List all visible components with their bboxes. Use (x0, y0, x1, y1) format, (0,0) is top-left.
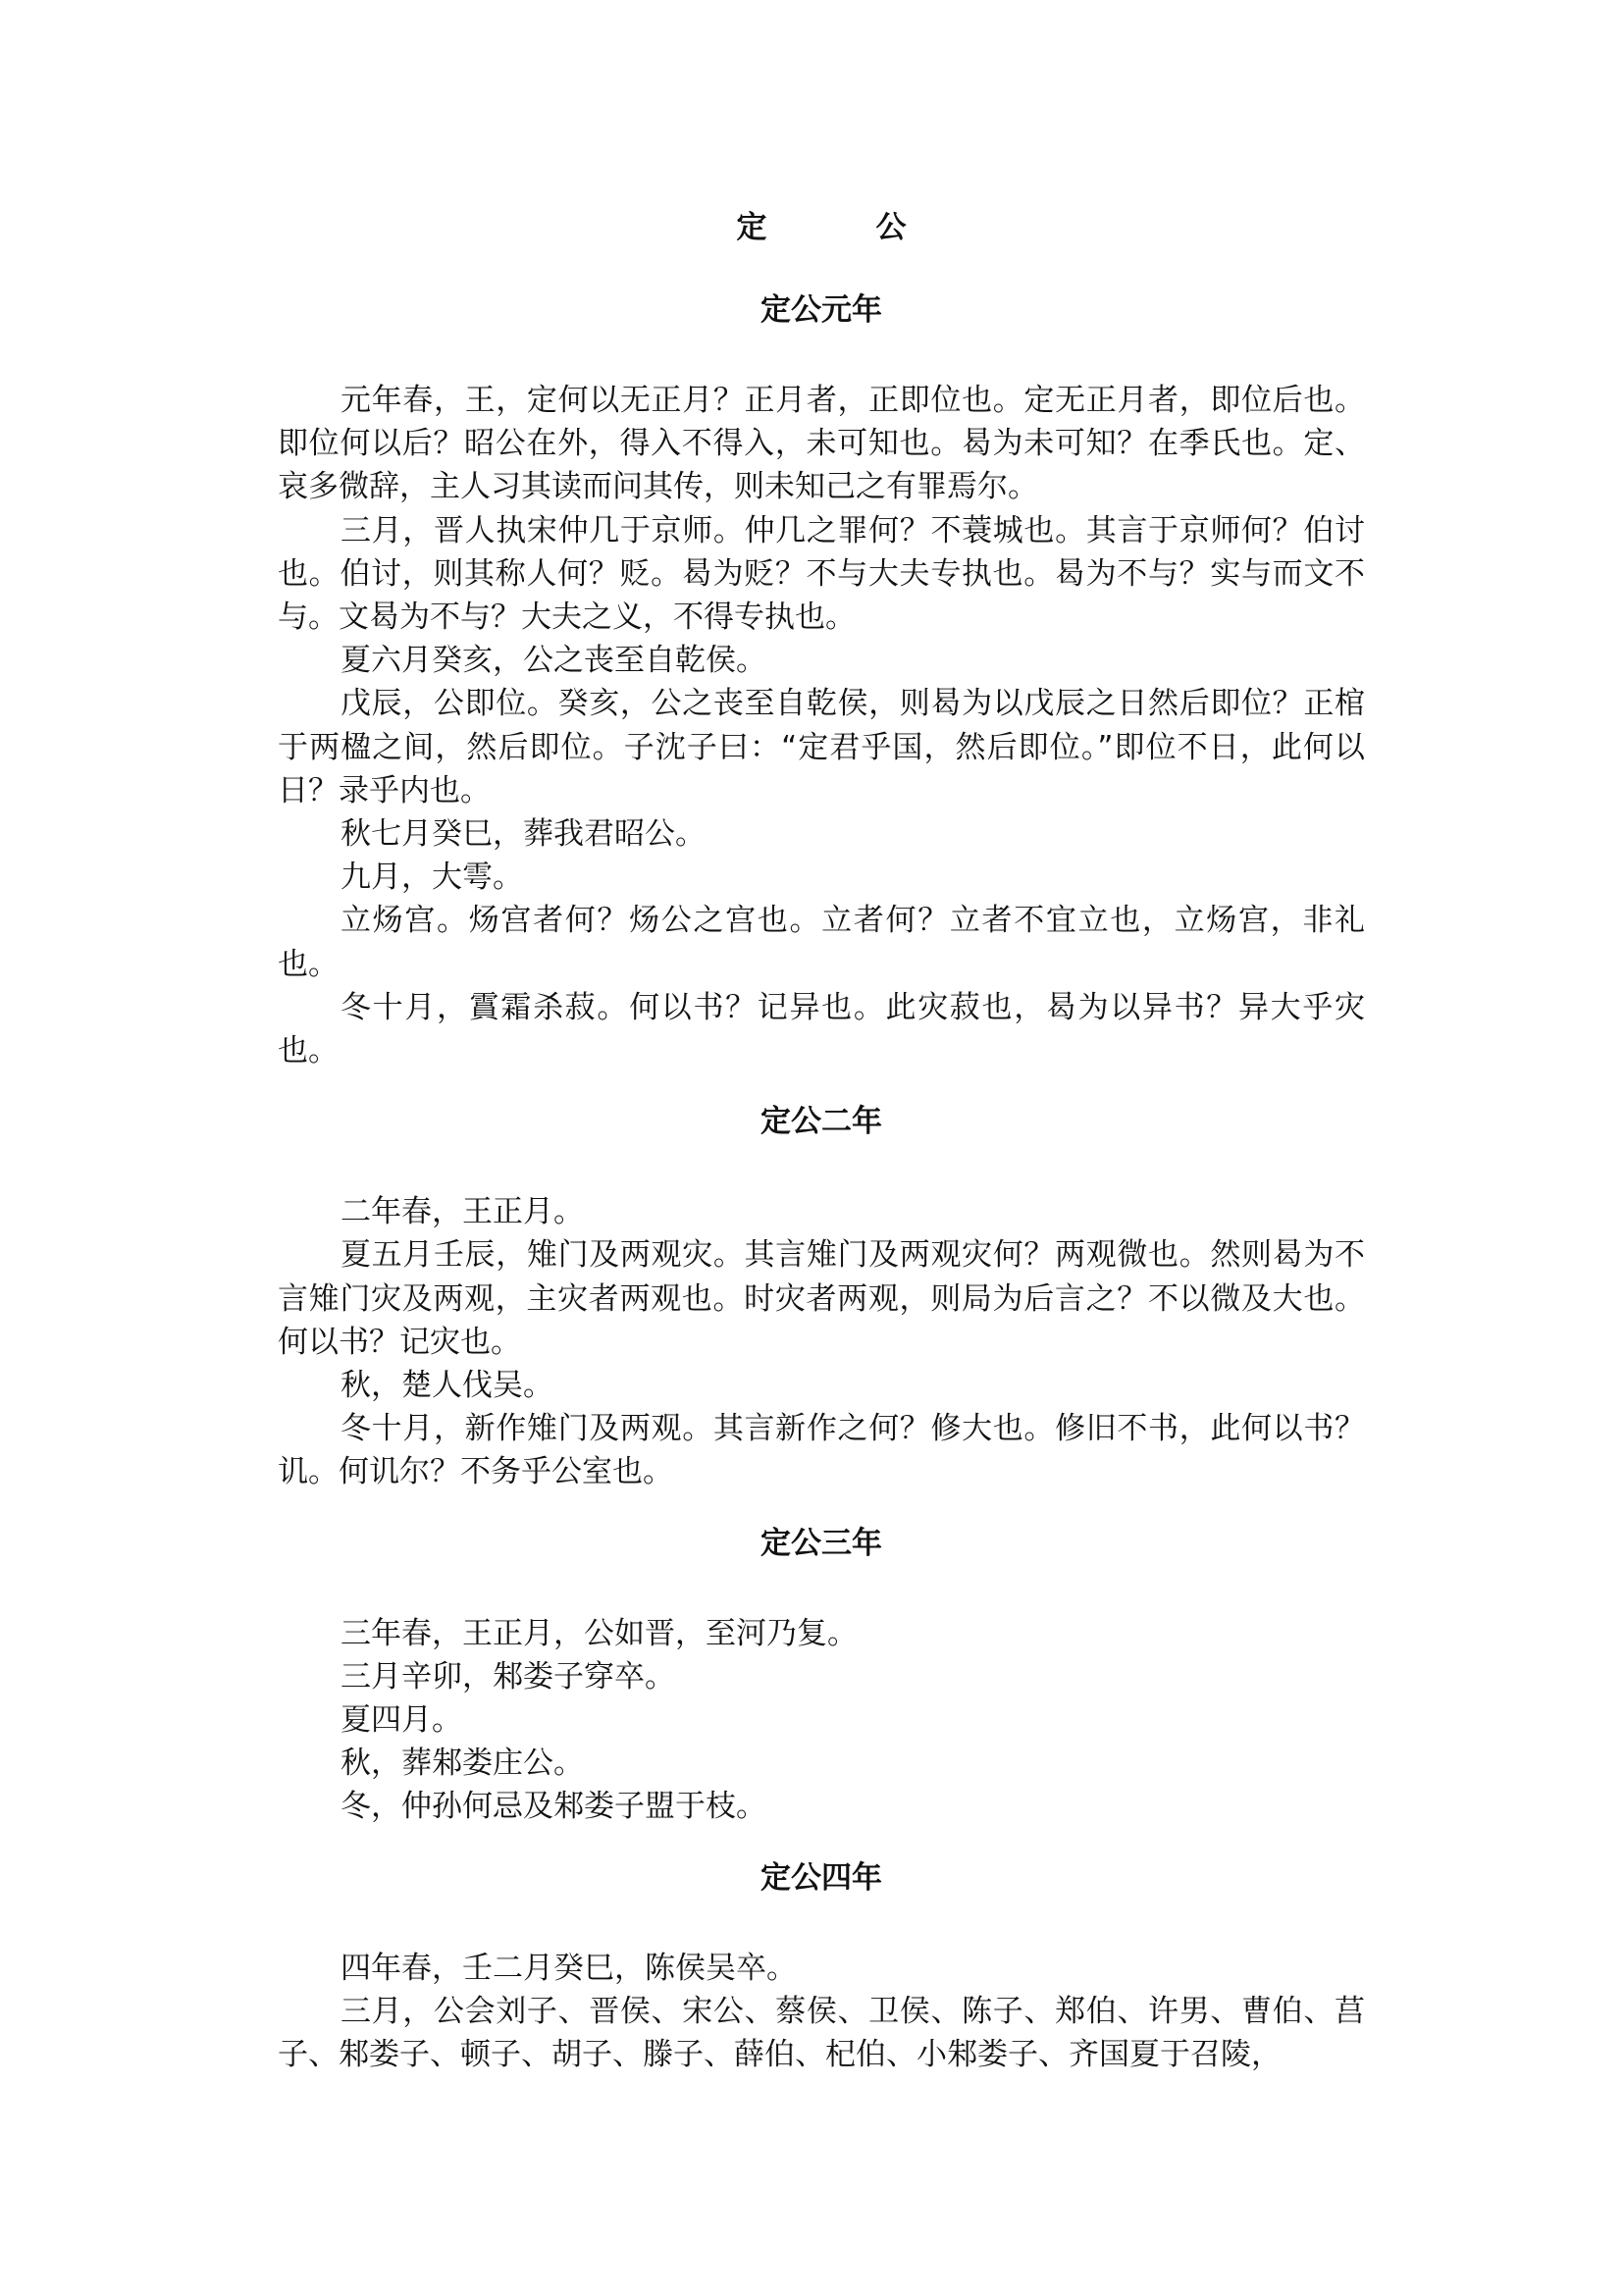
paragraph: 二年春，王正月。 (341, 1194, 584, 1230)
document-page (278, 186, 1365, 2076)
document-title: 定 公 (736, 210, 946, 245)
section-heading: 定公元年 (760, 292, 882, 328)
paragraph: 秋七月癸巳，葬我君昭公。 (341, 816, 706, 853)
paragraph: 三月辛卯，邾娄子穿卒。 (341, 1658, 675, 1694)
paragraph: 秋，楚人伐吴。 (341, 1368, 553, 1404)
paragraph: 冬十月，新作雉门及两观。其言新作之何？修大也。修旧不书，此何以书？讥。何讥尔？不务乎公室也。 (278, 1411, 1365, 1490)
section-heading: 定公三年 (760, 1525, 882, 1561)
section-year-3 (278, 1522, 1365, 1829)
paragraph: 戊辰，公即位。癸亥，公之丧至自乾侯，则曷为以戊辰之日然后即位？正棺于两楹之间，然后即位。子沈子曰：“定君乎国，然后即位。”即位不日，此何以日？录乎内也。 (278, 686, 1365, 808)
paragraph: 元年春，王，定何以无正月？正月者，正即位也。定无正月者，即位后也。即位何以后？昭公在外，得入不得入，未可知也。曷为未可知？在季氏也。定、哀多微辞，主人习其读而问其传，则未知己之有罪焉尔。 (278, 383, 1365, 505)
section-year-1 (278, 288, 1365, 1072)
paragraph: 夏六月癸亥，公之丧至自乾侯。 (341, 643, 766, 679)
paragraph: 九月，大雩。 (341, 860, 523, 896)
paragraph: 夏四月。 (341, 1702, 462, 1739)
paragraph: 秋，葬邾娄庄公。 (341, 1746, 584, 1782)
paragraph: 三月，晋人执宋仲几于京师。仲几之罪何？不蓑城也。其言于京师何？伯讨也。伯讨，则其称人何？贬。曷为贬？不与大夫专执也。曷为不与？实与而文不与。文曷为不与？大夫之义，不得专执也。 (278, 512, 1365, 636)
paragraph: 冬十月，霣霜杀菽。何以书？记异也。此灾菽也，曷为以异书？异大乎灾也。 (278, 989, 1365, 1069)
section-heading: 定公四年 (760, 1859, 882, 1896)
paragraph: 四年春，壬二月癸巳，陈侯吴卒。 (341, 1950, 797, 1986)
paragraph: 三年春，王正月，公如晋，至河乃复。 (341, 1615, 858, 1651)
paragraph: 冬，仲孙何忌及邾娄子盟于枝。 (341, 1789, 766, 1825)
section-year-4 (278, 1856, 1365, 2077)
paragraph: 夏五月壬辰，雉门及两观灾。其言雉门及两观灾何？两观微也。然则曷为不言雉门灾及两观，主灾者两观也。时灾者两观，则局为后言之？不以微及大也。何以书？记灾也。 (278, 1237, 1365, 1360)
section-year-2 (278, 1100, 1365, 1493)
paragraph: 三月，公会刘子、晋侯、宋公、蔡侯、卫侯、陈子、郑伯、许男、曹伯、莒子、邾娄子、顿子、胡子、滕子、薛伯、杞伯、小邾娄子、齐国夏于召陵， (278, 1993, 1365, 2073)
section-heading: 定公二年 (760, 1104, 882, 1140)
paragraph: 立炀宫。炀宫者何？炀公之宫也。立者何？立者不宜立也，立炀宫，非礼也。 (278, 903, 1365, 982)
